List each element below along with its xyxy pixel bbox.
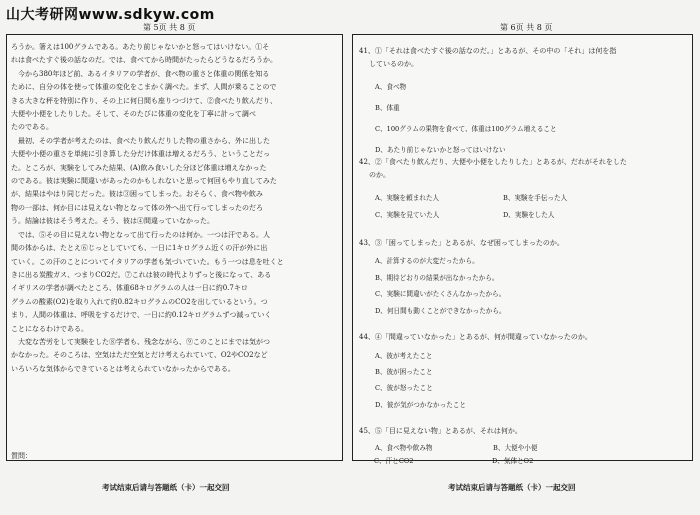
passage-line: う。結論は彼はそう考えた。そう、彼は④間違っていなかった。 (11, 217, 214, 226)
passage-line: イギリスの学者が調べたところ、体重68キログラムの人は一日に約0.7キロ (11, 284, 248, 293)
passage-line: れは食べたすぐ後の話なのだ。では、食べてから時間がたったらどうなるだろうか。 (11, 56, 277, 65)
passage-line: た。ところが、実験をしてみた結果、(A)飲み食いした分ほど体重は増えなかった (11, 163, 267, 172)
passage-line: 最初、その学者が考えたのは、食べたり飲んだりした物の重さから、外に出した (18, 136, 270, 145)
question-stem: 45、⑤「目に見えない物」とあるが、それは何か。 (359, 427, 522, 435)
option-42-c[interactable]: C、実験を見ていた人 (375, 211, 440, 219)
passage-line: では、⑤その目に見えない物となって出て行ったのは何か。一つは汗である。人 (18, 230, 270, 239)
passage-line: ろうか。箸えは100グラムである。あたり前じゃないかと怒ってはいけない。①そ (11, 43, 270, 51)
question-stem: 44、④「間違っていなかった」とあるが、何が間違っていなかったのか。 (359, 333, 592, 341)
passage-line: のである。彼は実験に間違いがあったのかもしれないと思って何回もやり直してみた (11, 177, 277, 186)
page-label-left: 第 5页 共 8 页 (143, 23, 196, 32)
passage-line: きる大きな秤を特別に作り、その上に何日間も座りつづけて、②食べたり飲んだり、 (11, 96, 277, 105)
passage-line: 大変な苦労をして実験をした⑧学者も、残念ながら、⑨このことにまでは気がつ (18, 337, 270, 346)
question-45 (359, 425, 689, 438)
option-42-a[interactable]: A、実験を頼まれた人 (375, 194, 440, 202)
option-41-b[interactable]: B、体重 (375, 104, 400, 112)
page-label-right: 第 6页 共 8 页 (500, 23, 553, 32)
option-44-c[interactable]: C、彼が怒ったこと (375, 384, 433, 392)
passage-line: 大便や小便の重さを単純に引き算した分だけ体重は増えるだろう、ということだっ (11, 150, 270, 159)
option-42-b[interactable]: B、実験を手伝った人 (503, 194, 568, 202)
option-43-c[interactable]: C、実験に間違いがたくさんなかったから。 (375, 290, 506, 298)
site-watermark: 山大考研网www.sdkyw.com (6, 7, 215, 23)
question-stem: 42、②「食べたり飲んだり、大便や小便をしたりした」とあるが、だれがそれをした (359, 158, 627, 166)
question-stem: のか。 (369, 171, 390, 179)
passage-line: いろいろな気体からできているとは考えられていなかったからである。 (11, 364, 235, 373)
right-page (352, 34, 693, 461)
option-43-d[interactable]: D、何日間も動くことができなかったから。 (375, 307, 506, 315)
question-stem: 41、①「それは食べたすぐ後の話なのだ。」とあるが、その中の「それ」は何を指 (359, 47, 617, 55)
passage-line: きに出る炭酸ガス、つまりCO2だ。⑦これは彼の時代よりずっと後になって、ある (11, 270, 272, 279)
passage-line: 物の一部は、何か目には見えない物となって体の外へ出て行ってしまったのだろ (11, 203, 263, 212)
option-45-d[interactable]: D、気体とO2 (492, 457, 534, 465)
passage-line: 大便や小便をしたりした。そして、そのたびに体重の変化を丁寧に計って調べ (11, 110, 256, 119)
option-45-c[interactable]: C、汗とCO2 (374, 457, 414, 465)
passage-line: たのである。 (11, 123, 53, 132)
passage-line: グラムの酸素(O2)を取り入れて約0.82キログラムのCO2を出しているという。つ (11, 297, 268, 306)
question-label: 質問： (11, 452, 32, 460)
passage-line: 間の体からは、たとえ⑥じっとしていても、一日に1キログラム近くの汗が外に出 (11, 244, 268, 253)
left-page (6, 34, 343, 461)
option-43-b[interactable]: B、期待どおりの結果が出なかったから。 (375, 274, 499, 282)
reading-passage (11, 41, 338, 376)
passage-line: が、結果はやはり同じだった。彼は③困ってしまった。おそらく、食べ物や飲み (11, 190, 263, 199)
question-42 (359, 156, 689, 182)
passage-line: かなかった。そのころは、空気はただ空気とだけ考えられていて、O2やCO2など (11, 351, 268, 360)
option-41-c[interactable]: C、100グラムの果物を食べて、体重は100グラム増えること (375, 125, 557, 133)
footer-right: 考试结束后请与答题纸（卡）一起交回 (448, 483, 576, 492)
option-44-a[interactable]: A、彼が考えたこと (375, 352, 433, 360)
option-43-a[interactable]: A、計算するのが大変だったから。 (375, 257, 479, 265)
footer-left: 考试结束后请与答题纸（卡）一起交回 (102, 483, 230, 492)
passage-line: ていく。この汗のことについてイタリアの学者も気づいていた。もう一つは息を吐くと (11, 257, 284, 266)
question-43 (359, 237, 689, 250)
option-45-b[interactable]: B、大便や小便 (493, 444, 538, 452)
question-44 (359, 331, 689, 344)
option-44-b[interactable]: B、彼が困ったこと (375, 368, 433, 376)
question-stem: 43、③「困ってしまった」とあるが、なぜ困ってしまったのか。 (359, 239, 564, 247)
passage-line: ことになるわけである。 (11, 324, 88, 333)
question-41 (359, 45, 689, 71)
option-42-d[interactable]: D、実験をした人 (503, 211, 555, 219)
question-stem: しているのか。 (369, 60, 418, 68)
option-41-d[interactable]: D、あたり前じゃないかと怒ってはいけない (375, 146, 506, 154)
passage-line: 今から380年ほど前、あるイタリアの学者が、食べ物の重さと体重の関係を知る (18, 69, 270, 78)
passage-line: まり、人間の体重は、呼吸をするだけで、一日に約0.12キログラムずつ減っていく (11, 311, 272, 320)
option-41-a[interactable]: A、食べ物 (375, 83, 407, 91)
option-45-a[interactable]: A、食べ物や飲み物 (375, 444, 433, 452)
option-44-d[interactable]: D、彼が気がつかなかったこと (375, 401, 467, 409)
passage-line: ために、自分の体を使って体重の変化をこまかく調べた。まず、人間が乗ることので (11, 83, 277, 92)
